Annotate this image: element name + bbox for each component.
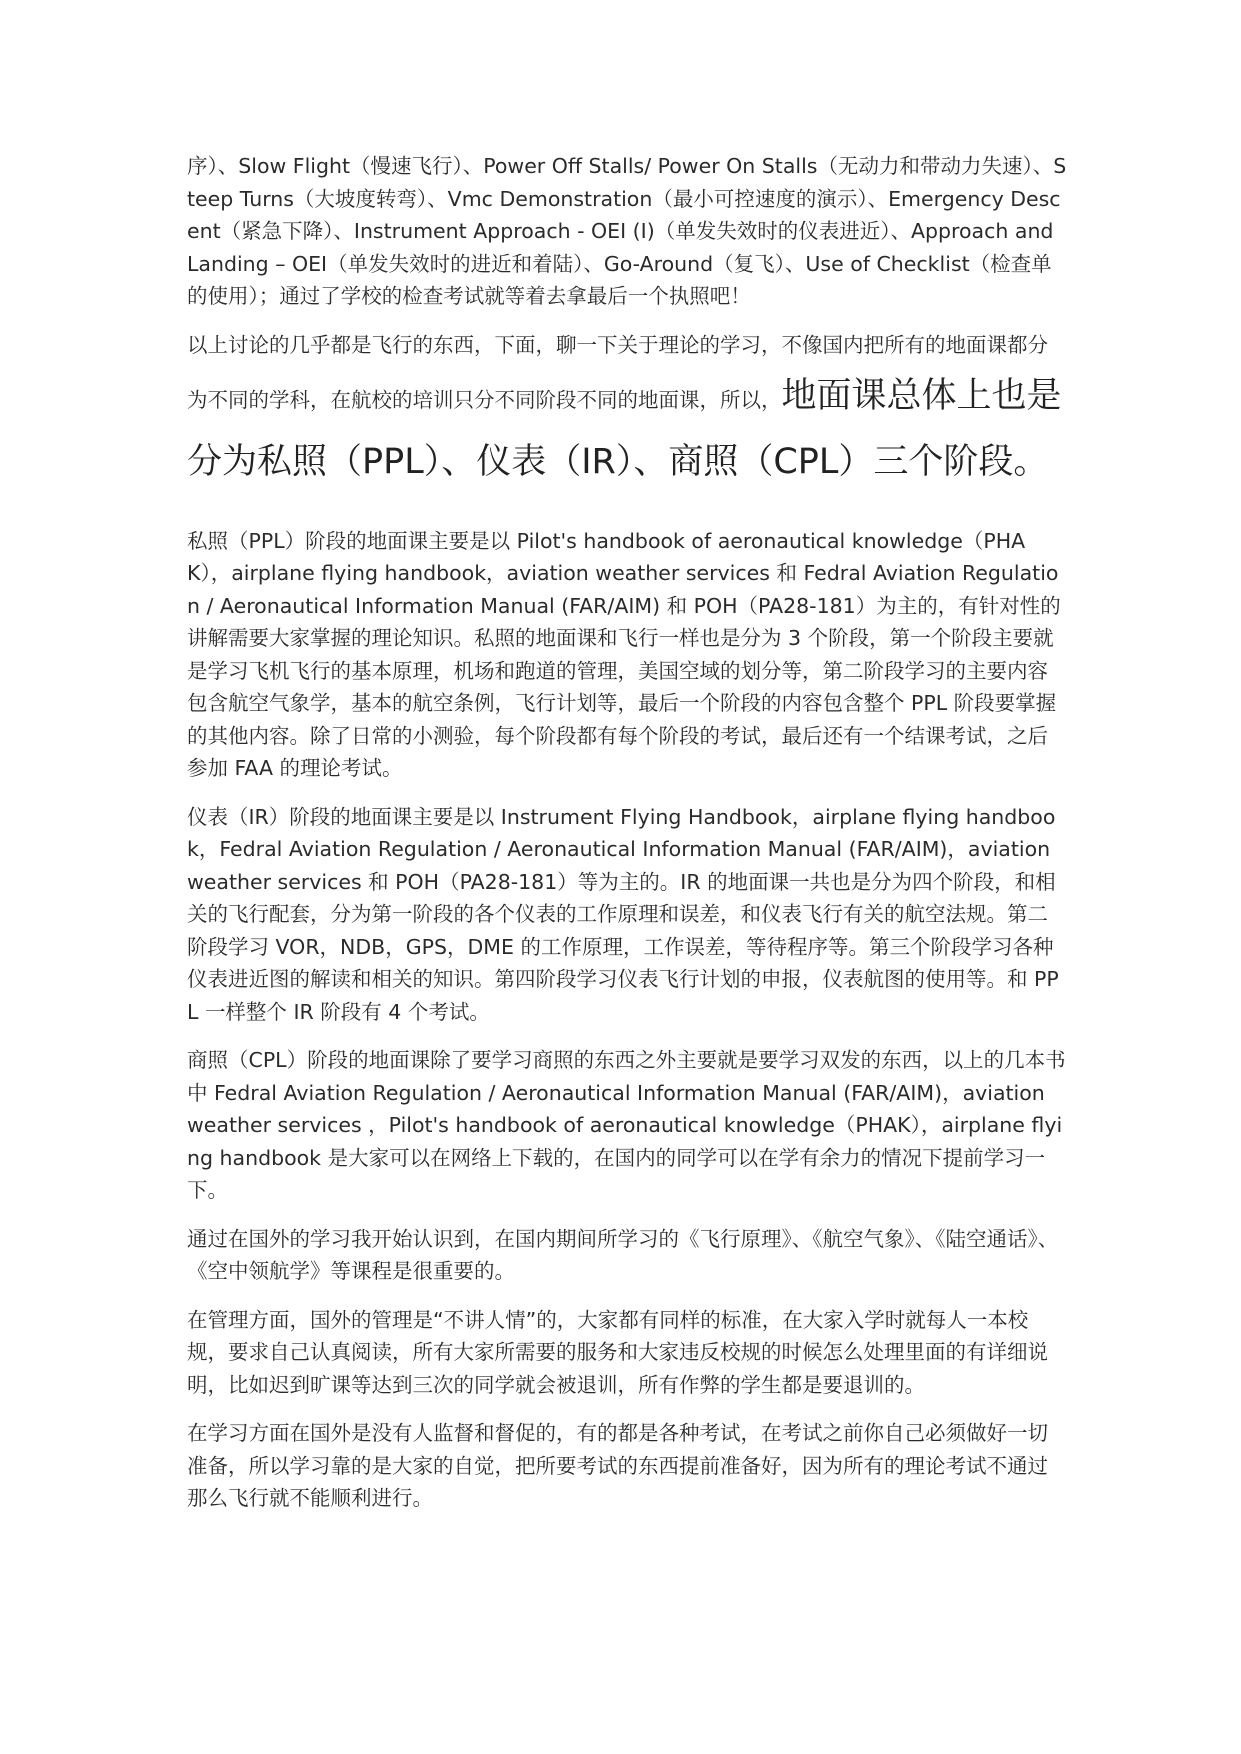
paragraph-foundation: 通过在国外的学习我开始认识到，在国内期间所学习的《飞行原理》、《航空气象》、《陆空通话》、《空中领航学》等课程是很重要的。	[187, 1226, 1059, 1283]
paragraph-cpl: 商照（CPL）阶段的地面课除了要学习商照的东西之外主要就是要学习双发的东西，以上的几本书中 Fedral Aviation Regulation / Aeronautical Information Manual (FAR/AIM)，aviation weather services ，Pilot's handbook of aeronautical knowledge（PHAK），airplane flying handbook 是大家可以在网络上下载的，在国内的同学可以在学有余力的情况下提前学习一下。	[187, 1048, 1066, 1202]
paragraph-study: 在学习方面在国外是没有人监督和督促的，有的都是各种考试，在考试之前你自己必须做好一切准备，所以学习靠的是大家的自觉，把所要考试的东西提前准备好，因为所有的理论考试不通过那么飞行就不能顺利进行。	[187, 1421, 1048, 1510]
paragraph-management: 在管理方面，国外的管理是“不讲人情”的，大家都有同样的标准，在大家入学时就每人一本校规，要求自己认真阅读，所有大家所需要的服务和大家违反校规的时候怎么处理里面的有详细说明，比如迟到旷课等达到三次的同学就会被退训，所有作弊的学生都是要退训的。	[187, 1307, 1048, 1397]
intro-text: 以上讨论的几乎都是飞行的东西，下面，聊一下关于理论的学习，不像国内把所有的地面课都分为不同的学科，在航校的培训只分不同阶段不同的地面课，所以，	[187, 332, 1048, 412]
paragraph-ground-school-intro	[187, 327, 1067, 495]
intro-emphasis: 地面课总体上也是分为私照（PPL）、仪表（IR）、商照（CPL）三个阶段。	[187, 375, 1062, 482]
paragraph-ppl: 私照（PPL）阶段的地面课主要是以 Pilot's handbook of aeronautical knowledge（PHAK），airplane flying handbook，aviation weather services 和 Fedral Aviation Regulation / Aeronautical Information Manual (FAR/AIM) 和 POH（PA28-181）为主的，有针对性的讲解需要大家掌握的理论知识。私照的地面课和飞行一样也是分为 3 个阶段，第一个阶段主要就是学习飞机飞行的基本原理，机场和跑道的管理，美国空域的划分等，第二阶段学习的主要内容包含航空气象学，基本的航空条例，飞行计划等，最后一个阶段的内容包含整个 PPL 阶段要掌握的其他内容。除了日常的小测验，每个阶段都有每个阶段的考试，最后还有一个结课考试，之后参加 FAA 的理论考试。	[187, 528, 1061, 780]
document-page	[187, 150, 1067, 1531]
paragraph-ir: 仪表（IR）阶段的地面课主要是以 Instrument Flying Handbook，airplane flying handbook，Fedral Aviation Regulation / Aeronautical Information Manual (FAR/AIM)，aviation weather services 和 POH（PA28-181）等为主的。IR 的地面课一共也是分为四个阶段，和相关的飞行配套，分为第一阶段的各个仪表的工作原理和误差，和仪表飞行有关的航空法规。第二阶段学习 VOR，NDB，GPS，DME 的工作原理，工作误差，等待程序等。第三个阶段学习各种仪表进近图的解读和相关的知识。第四阶段学习仪表飞行计划的申报，仪表航图的使用等。和 PPL 一样整个 IR 阶段有 4 个考试。	[187, 804, 1059, 1024]
paragraph-checkride-items: 序）、Slow Flight（慢速飞行）、Power Off Stalls/ Power On Stalls（无动力和带动力失速）、Steep Turns（大坡度转弯）、Vmc Demonstration（最小可控速度的演示）、Emergency Descent（紧急下降）、Instrument Approach - OEI (I)（单发失效时的仪表进近）、Approach and Landing – OEI（单发失效时的进近和着陆）、Go-Around（复飞）、Use of Checklist（检查单的使用）；通过了学校的检查考试就等着去拿最后一个执照吧！	[187, 154, 1067, 308]
